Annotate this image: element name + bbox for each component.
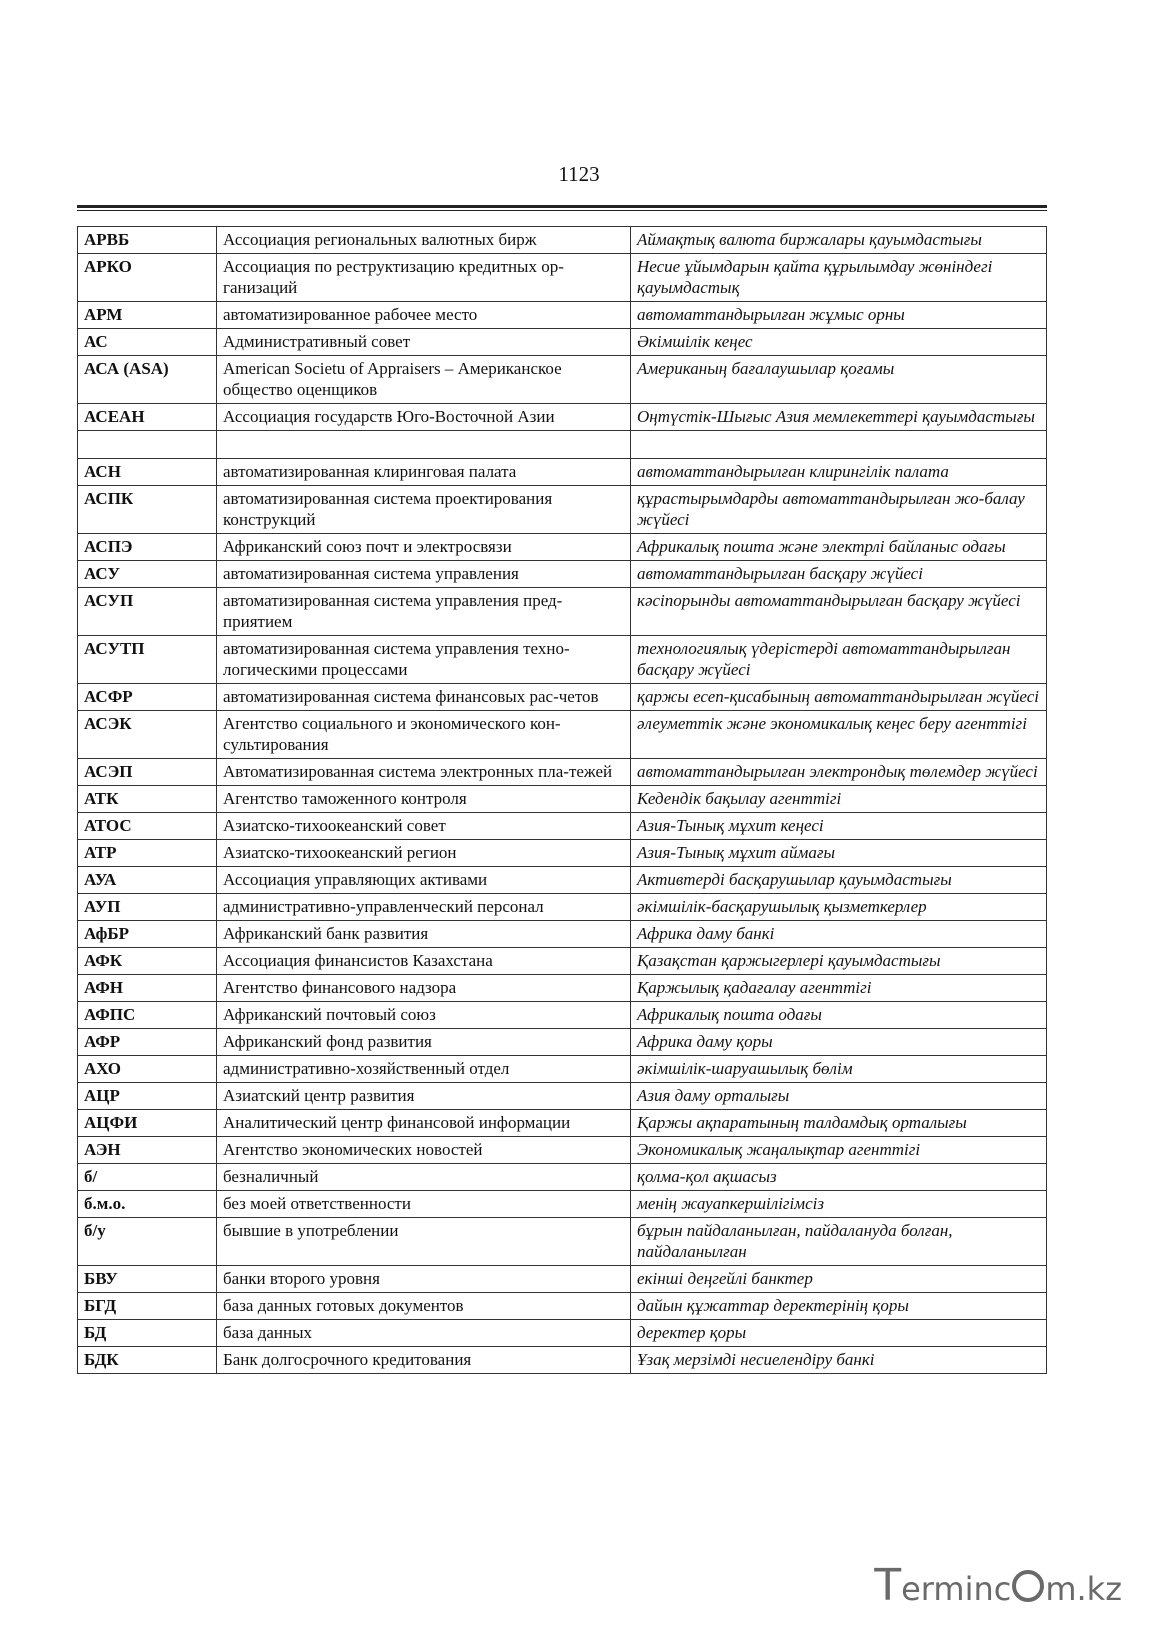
russian-term-cell: Ассоциация региональных валютных бирж xyxy=(217,227,631,254)
glossary-row xyxy=(78,786,1047,813)
glossary-row xyxy=(78,840,1047,867)
glossary-row xyxy=(78,1347,1047,1374)
terminkom-logo: Terminc m.kz xyxy=(874,1560,1122,1611)
glossary-row xyxy=(78,561,1047,588)
glossary-row xyxy=(78,534,1047,561)
abbreviation-cell: АРВБ xyxy=(78,227,217,254)
abbreviation-cell: АфБР xyxy=(78,921,217,948)
glossary-row xyxy=(78,431,1047,459)
russian-term-cell: автоматизированная система управления пред-приятием xyxy=(217,588,631,636)
kazakh-term-cell: Қазақстан қаржыгерлері қауымдастығы xyxy=(631,948,1047,975)
glossary-row xyxy=(78,636,1047,684)
glossary-row xyxy=(78,759,1047,786)
abbreviation-cell: АСУ xyxy=(78,561,217,588)
kazakh-term-cell: қаржы есеп-қисабының автоматтандырылған жүйесі xyxy=(631,684,1047,711)
glossary-row xyxy=(78,684,1047,711)
glossary-row xyxy=(78,227,1047,254)
kazakh-term-cell: автоматтандырылған басқару жүйесі xyxy=(631,561,1047,588)
russian-term-cell: безналичный xyxy=(217,1164,631,1191)
glossary-row xyxy=(78,867,1047,894)
russian-term-cell: Аналитический центр финансовой информации xyxy=(217,1110,631,1137)
glossary-row xyxy=(78,1002,1047,1029)
russian-term-cell: автоматизированная система управления xyxy=(217,561,631,588)
russian-term-cell: Агентство экономических новостей xyxy=(217,1137,631,1164)
kazakh-term-cell: әкімшілік-шаруашылық бөлім xyxy=(631,1056,1047,1083)
glossary-row xyxy=(78,329,1047,356)
abbreviation-cell: АСПК xyxy=(78,486,217,534)
glossary-row xyxy=(78,1137,1047,1164)
abbreviation-cell: АФПС xyxy=(78,1002,217,1029)
abbreviation-cell: БД xyxy=(78,1320,217,1347)
abbreviation-cell: АСЕАН xyxy=(78,404,217,431)
kazakh-term-cell: Активтерді басқарушылар қауымдастығы xyxy=(631,867,1047,894)
russian-term-cell: Агентство таможенного контроля xyxy=(217,786,631,813)
russian-term-cell: Ассоциация финансистов Казахстана xyxy=(217,948,631,975)
russian-term-cell xyxy=(217,431,631,459)
abbreviation-cell: АС xyxy=(78,329,217,356)
glossary-row xyxy=(78,948,1047,975)
glossary-table xyxy=(77,226,1047,1374)
kazakh-term-cell: автоматтандырылған жұмыс орны xyxy=(631,302,1047,329)
abbreviation-cell: АТОС xyxy=(78,813,217,840)
russian-term-cell: бывшие в употреблении xyxy=(217,1218,631,1266)
russian-term-cell: административно-управленческий персонал xyxy=(217,894,631,921)
kazakh-term-cell: менің жауапкершілігімсіз xyxy=(631,1191,1047,1218)
abbreviation-cell: АСЭК xyxy=(78,711,217,759)
kazakh-term-cell: кәсіпорынды автоматтандырылған басқару жүйесі xyxy=(631,588,1047,636)
abbreviation-cell: АСУП xyxy=(78,588,217,636)
glossary-row xyxy=(78,404,1047,431)
abbreviation-cell: АУП xyxy=(78,894,217,921)
page-number: 1123 xyxy=(558,162,600,186)
abbreviation-cell: АРКО xyxy=(78,254,217,302)
abbreviation-cell: б.м.о. xyxy=(78,1191,217,1218)
kazakh-term-cell: деректер қоры xyxy=(631,1320,1047,1347)
abbreviation-cell: АФР xyxy=(78,1029,217,1056)
abbreviation-cell: АТР xyxy=(78,840,217,867)
kazakh-term-cell xyxy=(631,431,1047,459)
abbreviation-cell: АСА (ASA) xyxy=(78,356,217,404)
russian-term-cell: Ассоциация по реструктизацию кредитных ор-ганизаций xyxy=(217,254,631,302)
abbreviation-cell: АСН xyxy=(78,459,217,486)
glossary-row xyxy=(78,254,1047,302)
kazakh-term-cell: Азия даму орталығы xyxy=(631,1083,1047,1110)
russian-term-cell: Автоматизированная система электронных пла-тежей xyxy=(217,759,631,786)
kazakh-term-cell: екінші деңгейлі банктер xyxy=(631,1266,1047,1293)
russian-term-cell: Административный совет xyxy=(217,329,631,356)
abbreviation-cell: АРМ xyxy=(78,302,217,329)
glossary-row xyxy=(78,1029,1047,1056)
kazakh-term-cell: Несие ұйымдарын қайта құрылымдау жөніндегі қауымдастық xyxy=(631,254,1047,302)
kazakh-term-cell: құрастырымдарды автоматтандырылған жо-балау жүйесі xyxy=(631,486,1047,534)
glossary-row xyxy=(78,1266,1047,1293)
glossary-row xyxy=(78,1191,1047,1218)
russian-term-cell: база данных готовых документов xyxy=(217,1293,631,1320)
glossary-row xyxy=(78,894,1047,921)
glossary-row xyxy=(78,711,1047,759)
abbreviation-cell: АСФР xyxy=(78,684,217,711)
kazakh-term-cell: Африка даму қоры xyxy=(631,1029,1047,1056)
abbreviation-cell xyxy=(78,431,217,459)
russian-term-cell: Агентство финансового надзора xyxy=(217,975,631,1002)
kazakh-term-cell: әлеуметтік және экономикалық кеңес беру агенттігі xyxy=(631,711,1047,759)
russian-term-cell: American Societu of Appraisers – Американское общество оценщиков xyxy=(217,356,631,404)
header-rule xyxy=(77,205,1047,208)
kazakh-term-cell: дайын құжаттар деректерінің қоры xyxy=(631,1293,1047,1320)
abbreviation-cell: АСУТП xyxy=(78,636,217,684)
kazakh-term-cell: технологиялық үдерістерді автоматтандырылған басқару жүйесі xyxy=(631,636,1047,684)
russian-term-cell: Азиатский центр развития xyxy=(217,1083,631,1110)
kazakh-term-cell: Африкалық пошта одағы xyxy=(631,1002,1047,1029)
abbreviation-cell: АСЭП xyxy=(78,759,217,786)
russian-term-cell: без моей ответственности xyxy=(217,1191,631,1218)
kazakh-term-cell: қолма-қол ақшасыз xyxy=(631,1164,1047,1191)
russian-term-cell: Африканский фонд развития xyxy=(217,1029,631,1056)
abbreviation-cell: б/ xyxy=(78,1164,217,1191)
kazakh-term-cell: бұрын пайдаланылған, пайдалануда болған, пайдаланылған xyxy=(631,1218,1047,1266)
kazakh-term-cell: Ұзақ мерзімді несиелендіру банкі xyxy=(631,1347,1047,1374)
glossary-row xyxy=(78,302,1047,329)
russian-term-cell: Африканский банк развития xyxy=(217,921,631,948)
kazakh-term-cell: Азия-Тынық мұхит кеңесі xyxy=(631,813,1047,840)
glossary-row xyxy=(78,588,1047,636)
glossary-row xyxy=(78,356,1047,404)
abbreviation-cell: АУА xyxy=(78,867,217,894)
glossary-row xyxy=(78,1293,1047,1320)
russian-term-cell: автоматизированное рабочее место xyxy=(217,302,631,329)
abbreviation-cell: АФН xyxy=(78,975,217,1002)
abbreviation-cell: АХО xyxy=(78,1056,217,1083)
kazakh-term-cell: Қаржылық қадағалау агенттігі xyxy=(631,975,1047,1002)
abbreviation-cell: АЦФИ xyxy=(78,1110,217,1137)
russian-term-cell: Ассоциация государств Юго-Восточной Азии xyxy=(217,404,631,431)
glossary-row xyxy=(78,1320,1047,1347)
kazakh-term-cell: Азия-Тынық мұхит аймағы xyxy=(631,840,1047,867)
glossary-row xyxy=(78,1083,1047,1110)
russian-term-cell: автоматизированная система финансовых рас-четов xyxy=(217,684,631,711)
russian-term-cell: автоматизированная клиринговая палата xyxy=(217,459,631,486)
abbreviation-cell: АСПЭ xyxy=(78,534,217,561)
abbreviation-cell: АФК xyxy=(78,948,217,975)
glossary-body xyxy=(78,227,1047,1374)
kazakh-term-cell: Экономикалық жаңалықтар агенттігі xyxy=(631,1137,1047,1164)
russian-term-cell: Африканский почтовый союз xyxy=(217,1002,631,1029)
kazakh-term-cell: Оңтүстік-Шығыс Азия мемлекеттері қауымдастығы xyxy=(631,404,1047,431)
glossary-row xyxy=(78,1218,1047,1266)
abbreviation-cell: АЭН xyxy=(78,1137,217,1164)
abbreviation-cell: БВУ xyxy=(78,1266,217,1293)
abbreviation-cell: АТК xyxy=(78,786,217,813)
glossary-row xyxy=(78,1164,1047,1191)
kazakh-term-cell: автоматтандырылған клирингілік палата xyxy=(631,459,1047,486)
russian-term-cell: Азиатско-тихоокеанский регион xyxy=(217,840,631,867)
kazakh-term-cell: Әкімшілік кеңес xyxy=(631,329,1047,356)
kazakh-term-cell: автоматтандырылған электрондық төлемдер жүйесі xyxy=(631,759,1047,786)
kazakh-term-cell: әкімшілік-басқарушылық қызметкерлер xyxy=(631,894,1047,921)
kazakh-term-cell: Қаржы ақпаратының талдамдық орталығы xyxy=(631,1110,1047,1137)
russian-term-cell: Банк долгосрочного кредитования xyxy=(217,1347,631,1374)
abbreviation-cell: БГД xyxy=(78,1293,217,1320)
kazakh-term-cell: Кедендік бақылау агенттігі xyxy=(631,786,1047,813)
glossary-row xyxy=(78,813,1047,840)
abbreviation-cell: АЦР xyxy=(78,1083,217,1110)
glossary-row xyxy=(78,486,1047,534)
russian-term-cell: Африканский союз почт и электросвязи xyxy=(217,534,631,561)
abbreviation-cell: БДК xyxy=(78,1347,217,1374)
russian-term-cell: Азиатско-тихоокеанский совет xyxy=(217,813,631,840)
russian-term-cell: база данных xyxy=(217,1320,631,1347)
abbreviation-cell: б/у xyxy=(78,1218,217,1266)
glossary-row xyxy=(78,459,1047,486)
glossary-row xyxy=(78,1056,1047,1083)
kazakh-term-cell: Американың бағалаушылар қоғамы xyxy=(631,356,1047,404)
russian-term-cell: административно-хозяйственный отдел xyxy=(217,1056,631,1083)
header-rule-thin xyxy=(77,210,1047,211)
russian-term-cell: банки второго уровня xyxy=(217,1266,631,1293)
kazakh-term-cell: Аймақтық валюта биржалары қауымдастығы xyxy=(631,227,1047,254)
glossary-row xyxy=(78,975,1047,1002)
kazakh-term-cell: Африкалық пошта және электрлі байланыс одағы xyxy=(631,534,1047,561)
russian-term-cell: автоматизированная система проектирования конструкций xyxy=(217,486,631,534)
logo-ring-icon xyxy=(1012,1570,1044,1602)
glossary-row xyxy=(78,1110,1047,1137)
glossary-row xyxy=(78,921,1047,948)
russian-term-cell: Агентство социального и экономического кон-сультирования xyxy=(217,711,631,759)
russian-term-cell: Ассоциация управляющих активами xyxy=(217,867,631,894)
kazakh-term-cell: Африка даму банкі xyxy=(631,921,1047,948)
russian-term-cell: автоматизированная система управления техно-логическими процессами xyxy=(217,636,631,684)
